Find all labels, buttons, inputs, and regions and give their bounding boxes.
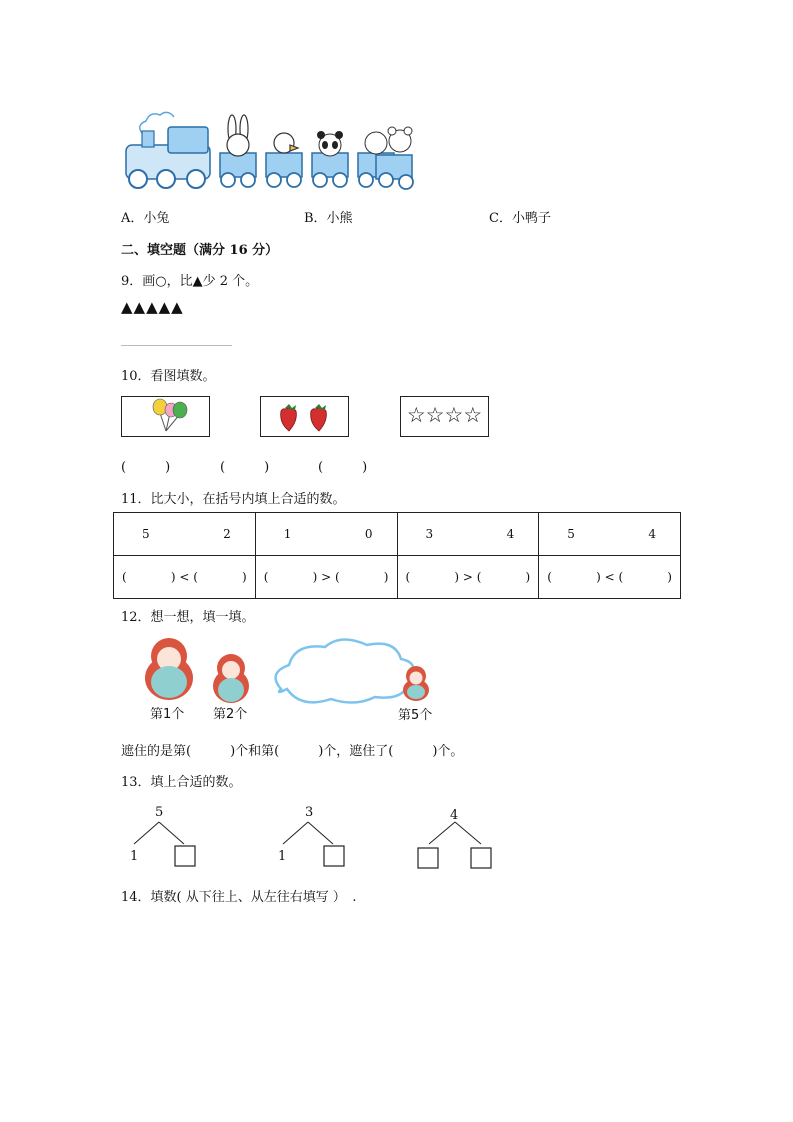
compare-pair: 3 4 xyxy=(397,513,539,556)
answer-box[interactable] xyxy=(324,846,344,866)
tree-3-top: 4 xyxy=(450,808,459,823)
compare-pair: 1 0 xyxy=(255,513,397,556)
triangle-row: ▲▲▲▲▲ xyxy=(121,298,184,316)
question-12-answer[interactable]: 遮住的是第( )个和第( )个，遮住了( )个。 xyxy=(121,744,464,759)
doll-label-2: 第2个 xyxy=(213,707,248,722)
blank-balloons[interactable]: ( ) xyxy=(121,460,171,475)
strawberry-icon xyxy=(261,397,348,436)
number-tree-1 xyxy=(126,800,226,875)
question-13: 13．填上合适的数。 xyxy=(121,775,242,790)
option-c[interactable]: C．小鸭子 xyxy=(489,211,551,226)
star-icons: ☆☆☆☆ xyxy=(406,403,483,427)
strawberry-box xyxy=(260,396,349,437)
compare-blank[interactable]: ( ) < ( ) xyxy=(539,556,681,599)
tree-1-left: 1 xyxy=(130,849,139,864)
doll-label-1: 第1个 xyxy=(150,707,185,722)
answer-box[interactable] xyxy=(418,848,438,868)
option-a[interactable]: A．小兔 xyxy=(121,211,170,226)
balloons-box xyxy=(121,396,210,437)
compare-blank[interactable]: ( ) > ( ) xyxy=(255,556,397,599)
compare-blank[interactable]: ( ) < ( ) xyxy=(114,556,256,599)
question-14: 14．填数( 从下往上、从左往右填写 ） . xyxy=(121,890,357,905)
option-b[interactable]: B．小熊 xyxy=(304,211,353,226)
compare-pair: 5 2 xyxy=(114,513,256,556)
blank-stars[interactable]: ( ) xyxy=(318,460,368,475)
question-12: 12．想一想，填一填。 xyxy=(121,610,255,625)
train-picture xyxy=(120,103,420,193)
balloons-icon xyxy=(122,397,209,436)
tree-2-top: 3 xyxy=(305,805,314,820)
answer-line[interactable] xyxy=(121,345,232,346)
question-11: 11．比大小，在括号内填上合适的数。 xyxy=(121,492,346,507)
stars-box xyxy=(400,396,489,437)
section-title: 二、填空题（满分 16 分） xyxy=(121,243,279,258)
tree-1-top: 5 xyxy=(155,805,164,820)
answer-box[interactable] xyxy=(471,848,491,868)
blank-strawberries[interactable]: ( ) xyxy=(220,460,270,475)
number-tree-3 xyxy=(415,800,515,875)
compare-pair: 5 4 xyxy=(539,513,681,556)
tree-2-left: 1 xyxy=(278,849,287,864)
answer-box[interactable] xyxy=(175,846,195,866)
compare-table xyxy=(113,512,681,599)
doll-label-5: 第5个 xyxy=(398,708,433,723)
number-tree-2 xyxy=(275,800,375,875)
question-9: 9．画○，比▲少 2 个。 xyxy=(121,274,259,289)
question-10: 10．看图填数。 xyxy=(121,369,216,384)
compare-blank[interactable]: ( ) > ( ) xyxy=(397,556,539,599)
